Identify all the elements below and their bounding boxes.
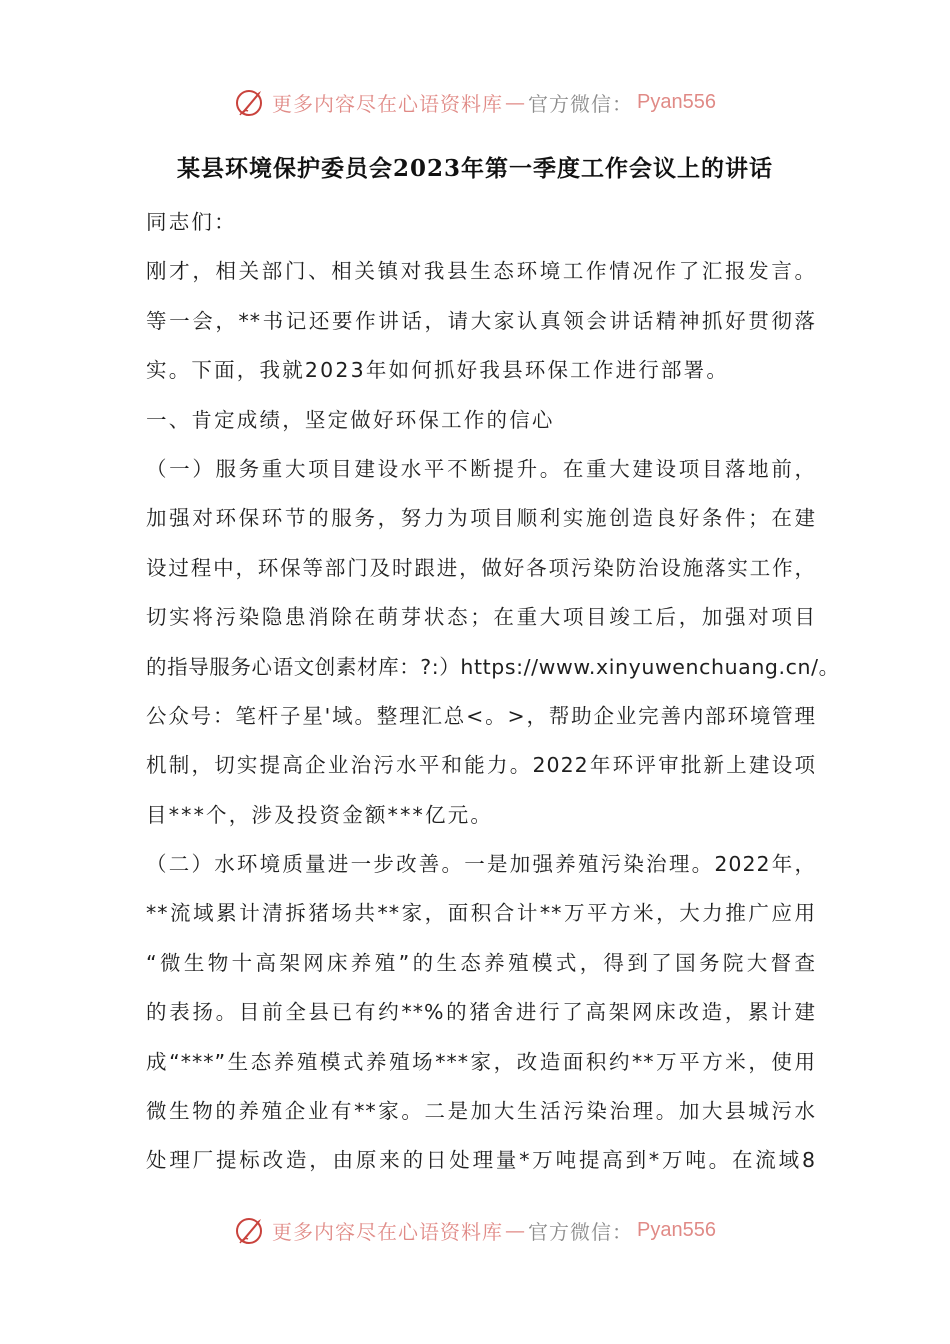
watermark-label: 官方微信：	[528, 1219, 634, 1244]
quill-pen-circle-icon	[234, 1213, 268, 1247]
watermark-wechat-id: Pyan556	[637, 90, 716, 113]
document-body	[146, 198, 840, 1186]
body-line: 实。下面，我就2023年如何抓好我县环保工作进行部署。	[146, 358, 730, 383]
body-line: 的表扬。目前全县已有约**%的猪舍进行了高架网床改造，累计建	[146, 1000, 816, 1025]
body-line: 处理厂提标改造，由原来的日处理量*万吨提高到*万吨。在流域8	[146, 1148, 816, 1173]
body-line: 目***个，涉及投资金额***亿元。	[146, 802, 494, 827]
watermark-dash: —	[505, 1218, 527, 1242]
body-line: 等一会，**书记还要作讲话，请大家认真领会讲话精神抓好贯彻落	[146, 308, 816, 333]
watermark-text: 更多内容尽在心语资料库	[272, 1219, 504, 1244]
body-line: 刚才，相关部门、相关镇对我县生态环境工作情况作了汇报发言。	[146, 259, 816, 284]
body-line: 机制，切实提高企业治污水平和能力。2022年环评审批新上建设项	[146, 753, 816, 778]
watermark-text: 更多内容尽在心语资料库	[272, 91, 504, 116]
body-line: **流域累计清拆猪场共**家，面积合计**万平方米，大力推广应用	[146, 901, 816, 926]
body-line: “微生物十高架网床养殖”的生态养殖模式，得到了国务院大督查	[146, 950, 816, 975]
body-line: 加强对环保环节的服务，努力为项目顺利实施创造良好条件；在建	[146, 506, 816, 531]
page-title: 某县环境保护委员会2023年第一季度工作会议上的讲话	[176, 155, 773, 182]
body-line: （一）服务重大项目建设水平不断提升。在重大建设项目落地前，	[146, 456, 816, 481]
watermark-dash: —	[505, 90, 527, 114]
quill-pen-circle-icon	[234, 85, 268, 119]
watermark-wechat-id: Pyan556	[637, 1218, 716, 1241]
body-line: 切实将污染隐患消除在萌芽状态；在重大项目竣工后，加强对项目	[146, 605, 816, 630]
body-line: 的指导服务心语文创素材库：?:）https://www.xinyuwenchuang.cn/。	[146, 654, 840, 679]
body-line: 公众号：笔杆子星'域。整理汇总<。>，帮助企业完善内部环境管理	[146, 703, 816, 728]
watermark-label: 官方微信：	[528, 91, 634, 116]
footer-watermark	[0, 1213, 950, 1247]
body-line: 成“***”生态养殖模式养殖场***家，改造面积约**万平方米，使用	[146, 1049, 816, 1074]
body-line: 微生物的养殖企业有**家。二是加大生活污染治理。加大县城污水	[146, 1099, 816, 1124]
header-watermark	[0, 85, 950, 119]
section-heading: 一、肯定成绩，坚定做好环保工作的信心	[146, 407, 555, 432]
body-line: 设过程中，环保等部门及时跟进，做好各项污染防治设施落实工作，	[146, 555, 816, 580]
salutation-line: 同志们：	[146, 210, 237, 234]
body-line: （二）水环境质量进一步改善。一是加强养殖污染治理。2022年，	[146, 852, 816, 877]
